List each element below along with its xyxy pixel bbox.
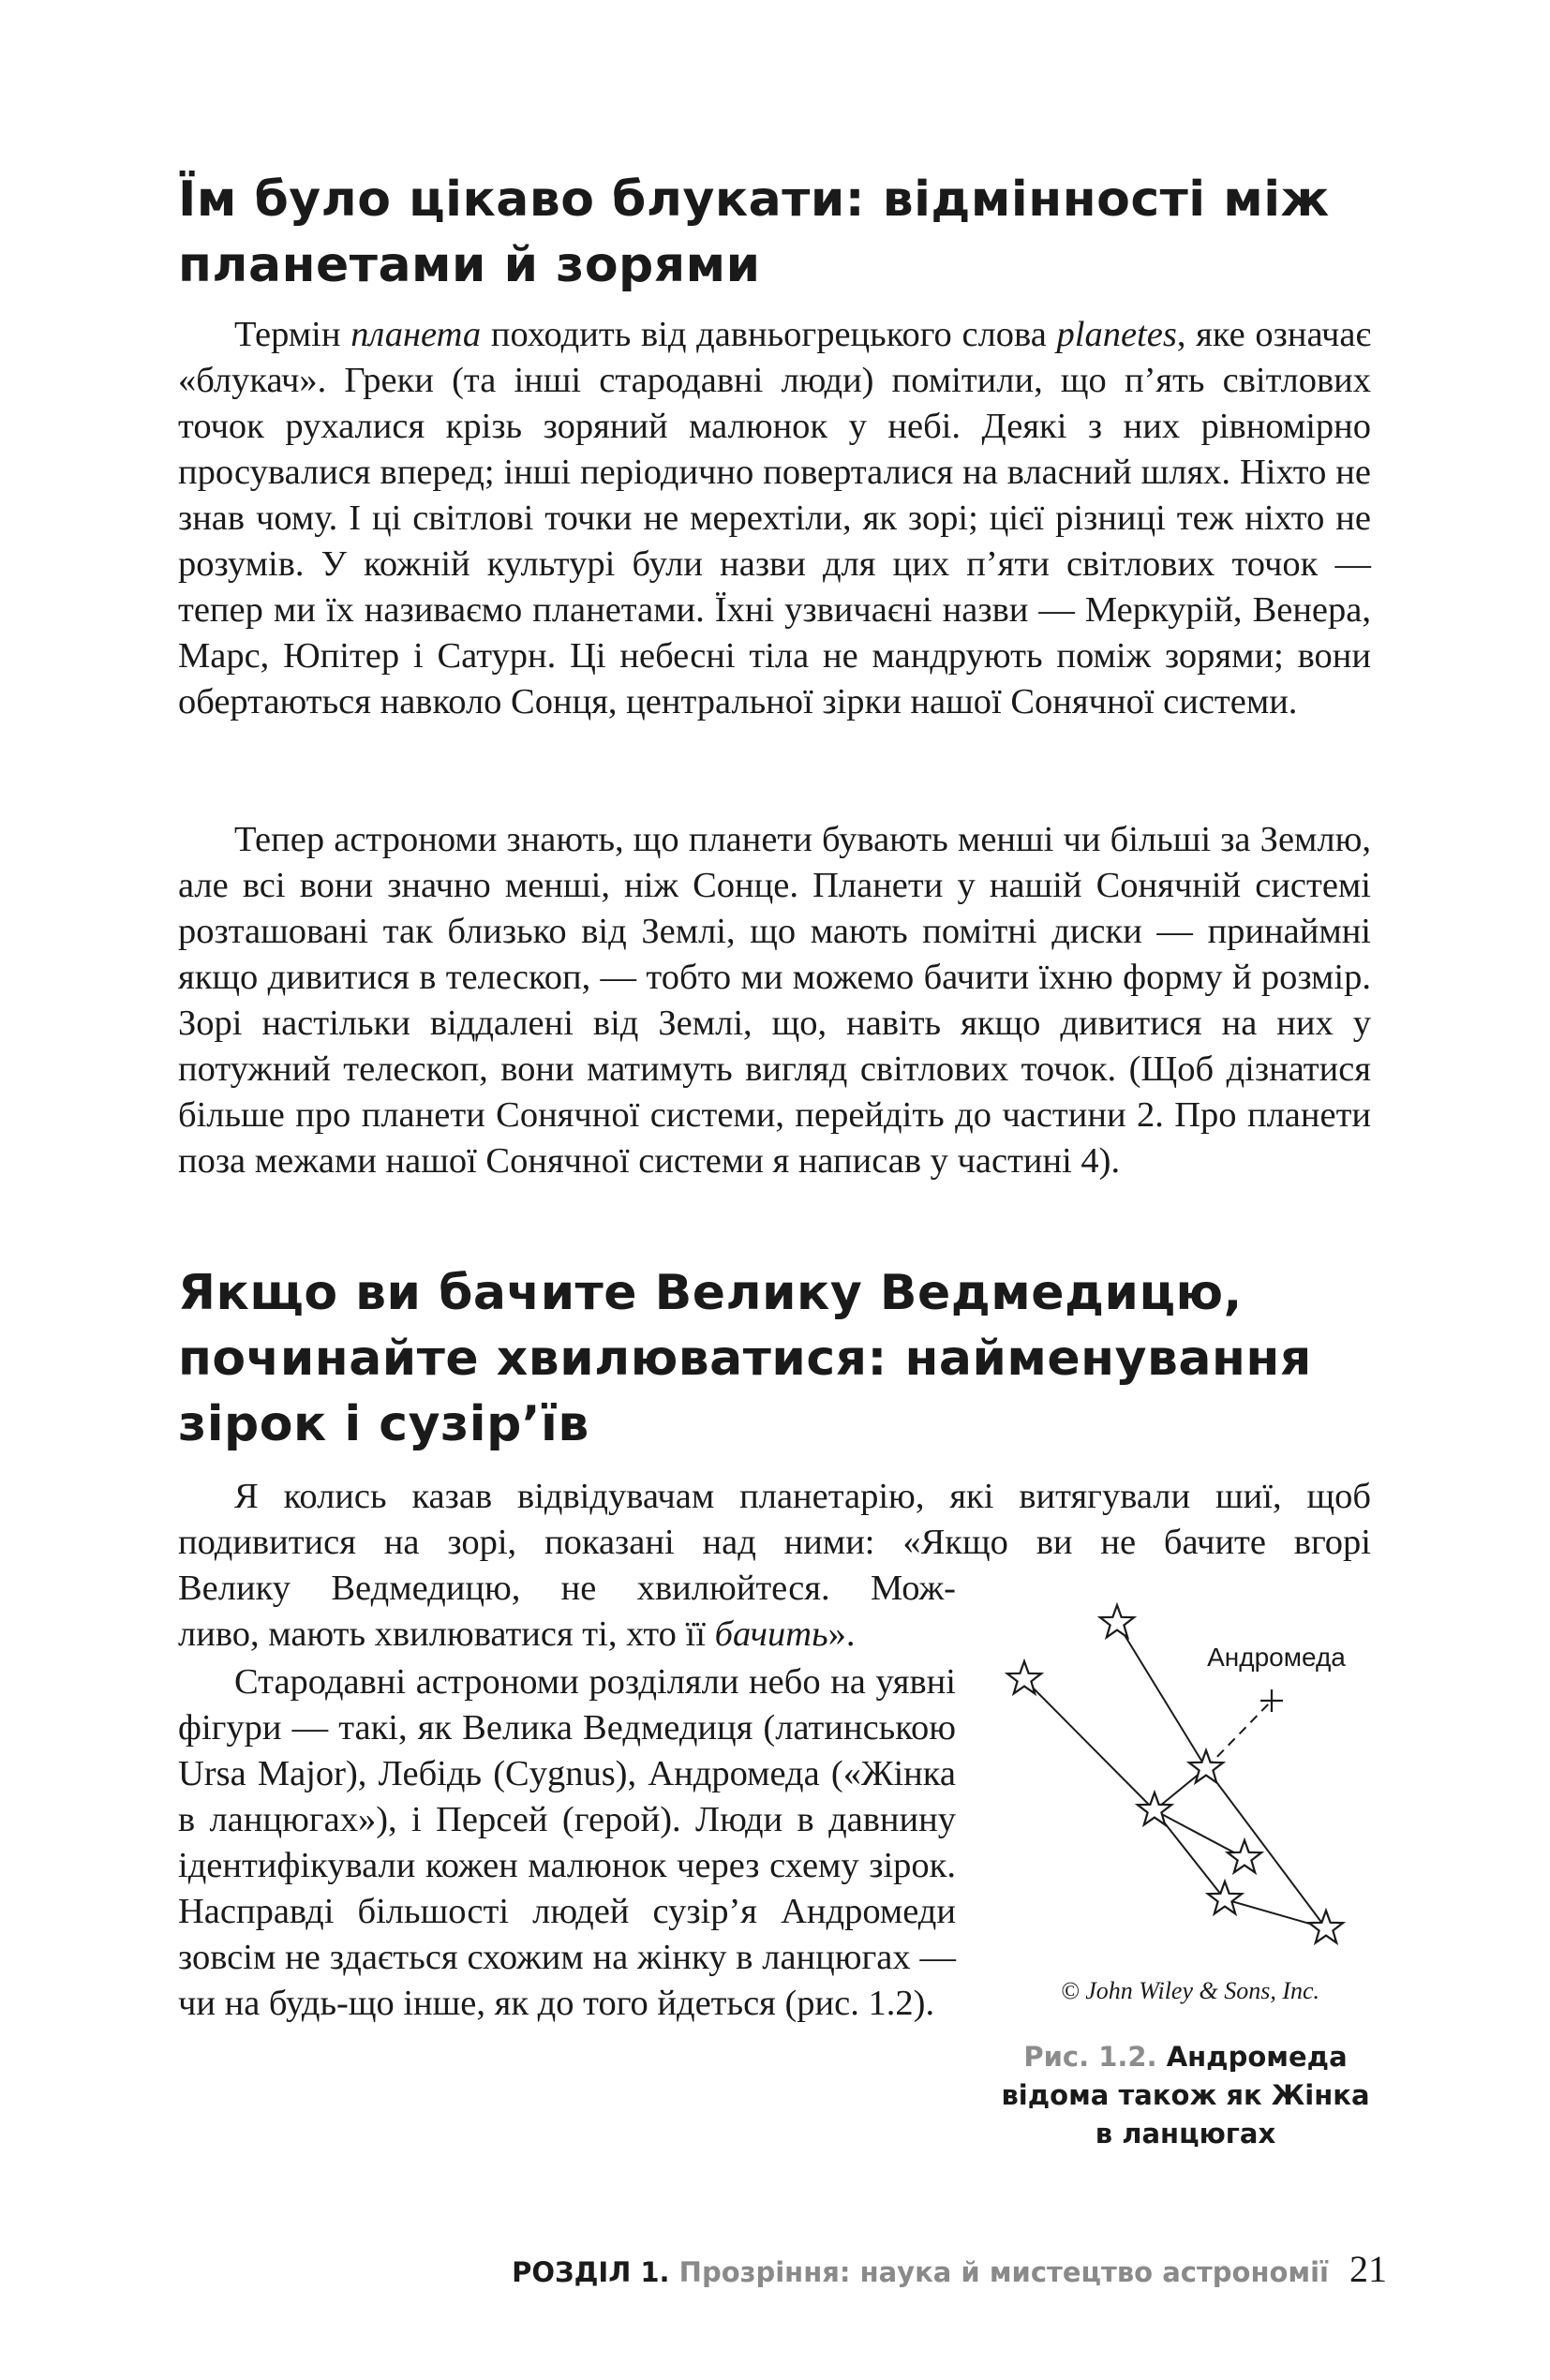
caption-number: Рис. 1.2. [1023, 2041, 1157, 2073]
star-icon [1100, 1605, 1134, 1637]
paragraph-text: Стародавні астрономи розділяли небо на уявні фігури — такі, як Велика Ведмедиця (латинською Ursa Major), Лебідь (Cygnus), Андромеда («Жінка в ланцюгах»), і Персей (герой). Люди в давнину ідентифікували кожен малюнок через схему зірок. Насправді більшості людей сузір’я Андромеди зовсім не здається схожим на жінку в ланцюгах — чи на будь-що інше, як до того йдеться (рис. 1.2). [178, 1662, 956, 2023]
section-heading-constellations [178, 1260, 1312, 1457]
text-line: подивитися на зорі, показані над ними: «Якщо ви не бачите вгорі [178, 1523, 1371, 1562]
heading-line: Якщо ви бачите Велику Ведмедицю, [178, 1265, 1243, 1321]
italic-term: планета [350, 315, 482, 354]
star-icon [1007, 1661, 1041, 1693]
figure-caption [989, 2038, 1382, 2153]
heading-line: зірок і сузір’їв [178, 1396, 589, 1452]
heading-line: Їм було цікаво блукати: відмінності між [178, 171, 1330, 228]
paragraph-text: Тепер астрономи знають, що планети бувають менші чи більші за Землю, але всі вони значно менші, ніж Сонце. Планети у нашій Сонячній системі розташовані так близько від Землі, що мають помітні диски — принаймні якщо дивитися в телескоп, — тобто ми можемо бачити їхню форму й розмір. Зорі настільки віддалені від Землі, що, навіть якщо дивитися на них у потужний телескоп, вони матимуть вигляд світлових точок. (Щоб дізнатися більше про планети Сонячної системи, перейдіть до частини 2. Про планети поза межами нашої Сонячної системи я написав у частині 4). [178, 820, 1371, 1181]
andromeda-label: Андромеда [1207, 1643, 1346, 1672]
text-line: Велику Ведмедицю, не хвилюйтеся. Мож- [178, 1569, 956, 1608]
text-line: Я колись казав відвідувачам планетарію, які витягували шиї, щоб [234, 1477, 1371, 1516]
page-footer [450, 2247, 1387, 2291]
text-run: походить від давньогрецького слова [481, 315, 1057, 354]
italic-term: planetes [1056, 315, 1177, 354]
caption-text: Андромеда відома також як Жінка в ланцюгах [1001, 2041, 1370, 2149]
heading-line: планетами й зорями [178, 237, 761, 293]
text-run: ливо, мають хвилюватися ті, хто її [178, 1614, 715, 1654]
andromeda-constellation-figure [993, 1584, 1387, 2015]
italic-term: бачить [714, 1614, 828, 1654]
page-number: 21 [1349, 2248, 1387, 2290]
footer-chapter: РОЗДІЛ 1. [512, 2256, 670, 2288]
text-line [178, 1612, 956, 1658]
text-run: ». [827, 1614, 856, 1654]
paragraph-planet-discs [178, 817, 1371, 1184]
section-heading-planets [178, 167, 1330, 298]
paragraph-planet-term [178, 312, 1371, 725]
star-icon [1208, 1882, 1242, 1913]
text-run: , яке означає «блукач». Греки (та інші стародавні люди) помітили, що п’ять світлових точок рухалися крізь зоряний малюнок у небі. Деякі з них рівномірно просувалися вперед; інші періодично поверталися на власний шлях. Ніхто не знав чому. І ці світлові точки не мерехтіли, як зорі; цієї різниці теж ніхто не розумів. У кожній культурі були назви для цих п’яти світлових точок — тепер ми їх називаємо планетами. Їхні узвичаєні назви — Меркурій, Венера, Марс, Юпітер і Сатурн. Ці небесні тіла не мандрують поміж зорями; вони обертаються навколо Сонця, центральної зірки нашої Сонячної системи. [178, 315, 1371, 721]
footer-chapter-title: Прозріння: наука й мистецтво астрономії [669, 2256, 1329, 2288]
star-icon [1309, 1911, 1343, 1942]
heading-line: починайте хвилюватися: найменування [178, 1331, 1312, 1387]
text-run: Термін [234, 315, 351, 354]
star-icon [1228, 1840, 1261, 1872]
paragraph-ancient-figures [178, 1659, 956, 2027]
figure-credit: © John Wiley & Sons, Inc. [1060, 1977, 1320, 2004]
